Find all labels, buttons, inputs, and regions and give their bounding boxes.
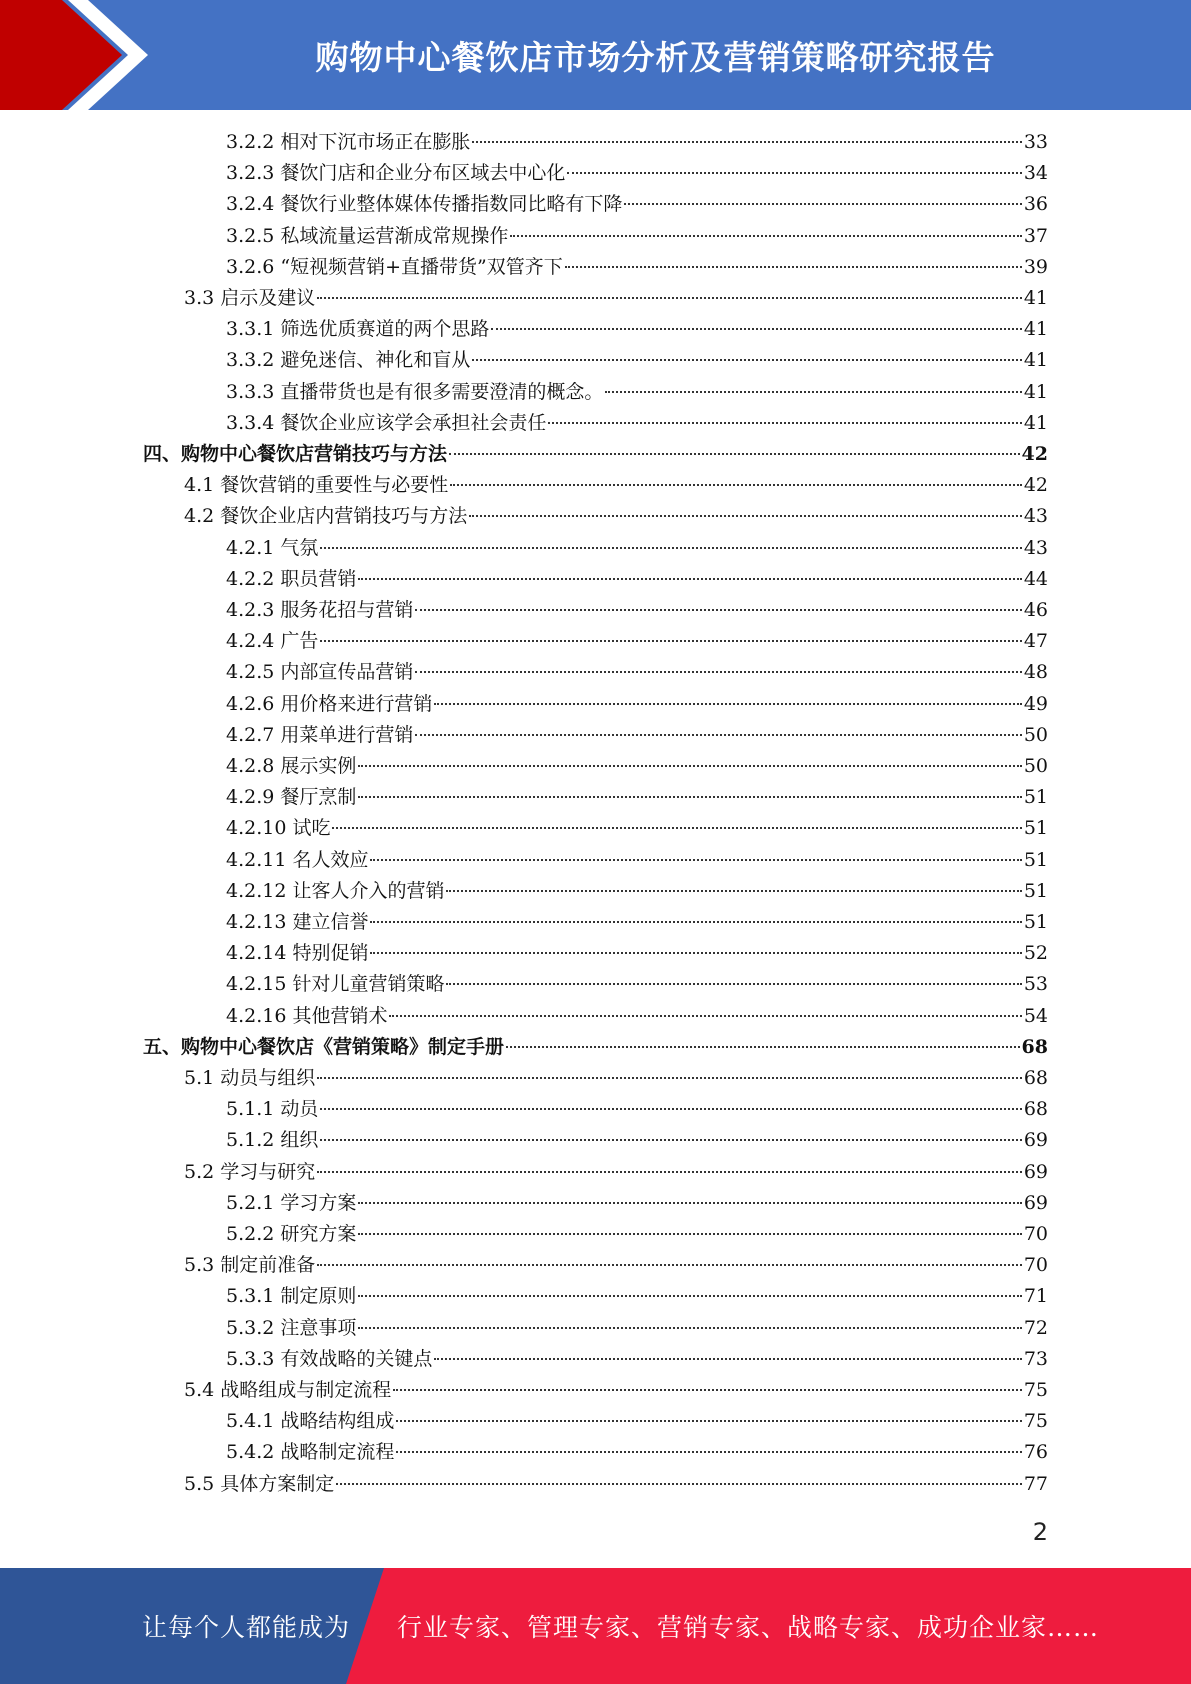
toc-entry-page: 51 [1023,848,1048,871]
toc-entry-title: 3.2.2 相对下沉市场正在膨胀 [226,131,471,153]
toc-entry[interactable] [226,845,1048,876]
toc-entry-page: 75 [1023,1379,1048,1401]
toc-dot-leader [449,453,1020,455]
toc-dot-leader [605,391,1021,393]
toc-dot-leader [396,1420,1021,1422]
toc-entry[interactable] [226,1001,1048,1032]
toc-entry-page: 41 [1023,349,1048,372]
toc-entry-title: 4.2.3 服务花招与营销 [226,599,414,621]
toc-entry[interactable] [226,1313,1048,1344]
toc-entry[interactable] [226,813,1048,844]
footer-slogan-right: 行业专家、管理专家、营销专家、战略专家、成功企业家…… [397,1613,1100,1642]
toc-dot-leader [370,952,1021,954]
toc-entry-title: 3.3.1 筛选优质赛道的两个思路 [226,318,490,341]
toc-entry-title: 5.4.1 战略结构组成 [226,1410,395,1433]
toc-dot-leader [434,1358,1021,1360]
toc-entry[interactable] [226,252,1048,283]
toc-dot-leader [358,578,1021,580]
toc-entry-title: 5.2.2 研究方案 [226,1223,357,1245]
toc-dot-leader [624,203,1021,205]
toc-entry-title: 4.2.9 餐厅烹制 [226,786,357,809]
toc-dot-leader [389,1015,1021,1017]
toc-entry-page: 33 [1023,131,1048,153]
toc-entry-title: 4.2.1 气氛 [226,536,319,559]
toc-entry[interactable] [226,657,1048,688]
toc-entry-page: 70 [1023,1254,1048,1277]
toc-dot-leader [358,1202,1021,1204]
toc-dot-leader [358,1233,1021,1235]
toc-entry[interactable] [143,1032,1048,1063]
toc-entry-page: 53 [1023,973,1048,996]
toc-entry[interactable] [226,127,1048,158]
toc-entry-page: 42 [1021,443,1048,465]
toc-entry-page: 50 [1023,723,1048,746]
toc-entry-page: 75 [1023,1410,1048,1433]
toc-entry-title: 3.3.4 餐饮企业应该学会承担社会责任 [226,411,547,434]
toc-entry[interactable] [226,1188,1048,1219]
toc-dot-leader [446,890,1021,892]
toc-entry-page: 46 [1023,599,1048,621]
toc-entry-title: 5.5 具体方案制定 [184,1472,335,1495]
toc-entry-title: 3.2.3 餐饮门店和企业分布区域去中心化 [226,162,566,185]
toc-entry[interactable] [226,1344,1048,1375]
toc-dot-leader [358,1295,1021,1297]
toc-entry-page: 73 [1023,1347,1048,1370]
toc-entry[interactable] [226,876,1048,907]
page-footer [0,1568,1191,1684]
toc-entry-title: 5.3.2 注意事项 [226,1316,357,1339]
toc-entry[interactable] [184,501,1048,532]
toc-entry-title: 3.2.4 餐饮行业整体媒体传播指数同比略有下降 [226,193,623,216]
toc-entry[interactable] [226,1406,1048,1437]
toc-dot-leader [317,1264,1022,1266]
toc-entry-page: 41 [1023,287,1048,309]
toc-dot-leader [317,1171,1022,1173]
toc-entry-page: 51 [1023,786,1048,809]
toc-entry[interactable] [184,1157,1048,1188]
toc-entry-title: 4.2.2 职员营销 [226,567,357,590]
toc-entry-title: 4.2.13 建立信誉 [226,911,369,933]
toc-entry-title: 5.1 动员与组织 [184,1067,316,1089]
toc-entry-title: 4.1 餐饮营销的重要性与必要性 [184,474,449,497]
toc-entry-page: 69 [1023,1191,1048,1214]
toc-dot-leader [450,484,1022,486]
toc-entry-page: 34 [1023,162,1048,185]
toc-entry[interactable] [226,189,1048,220]
toc-dot-leader [472,359,1021,361]
toc-dot-leader [510,235,1021,237]
toc-entry-page: 48 [1023,661,1048,684]
toc-dot-leader [317,1077,1022,1079]
toc-entry-page: 50 [1023,755,1048,777]
toc-entry[interactable] [226,1125,1048,1156]
toc-entry-title: 3.3.2 避免迷信、神化和盲从 [226,349,471,372]
toc-entry[interactable] [226,689,1048,720]
toc-entry-page: 39 [1023,255,1048,278]
toc-entry-page: 70 [1023,1223,1048,1245]
toc-dot-leader [415,734,1021,736]
header-chevron-decoration [0,0,160,110]
toc-entry[interactable] [226,938,1048,969]
toc-entry[interactable] [226,1437,1048,1468]
toc-entry-page: 76 [1023,1441,1048,1464]
toc-entry-page: 44 [1023,567,1048,590]
toc-entry-title: 4.2.11 名人效应 [226,848,369,871]
toc-dot-leader [434,703,1021,705]
toc-entry-page: 52 [1023,942,1048,965]
toc-dot-leader [548,422,1021,424]
toc-entry-page: 36 [1023,193,1048,216]
toc-entry-title: 5.3 制定前准备 [184,1254,316,1277]
toc-entry-page: 51 [1023,817,1048,840]
toc-entry[interactable] [226,782,1048,813]
toc-dot-leader [567,172,1021,174]
toc-entry-title: 4.2.12 让客人介入的营销 [226,879,445,902]
toc-entry-page: 71 [1023,1285,1048,1308]
document-title: 购物中心餐饮店市场分析及营销策略研究报告 [315,37,996,77]
toc-entry-page: 41 [1023,411,1048,434]
toc-dot-leader [358,765,1021,767]
toc-entry-page: 47 [1023,630,1048,653]
toc-entry-title: 五、购物中心餐饮店《营销策略》制定手册 [143,1035,505,1058]
toc-dot-leader [396,1451,1021,1453]
toc-entry-page: 68 [1021,1035,1048,1058]
toc-entry[interactable] [226,158,1048,189]
toc-entry-title: 5.4 战略组成与制定流程 [184,1379,392,1401]
toc-dot-leader [336,1483,1022,1485]
toc-dot-leader [370,921,1021,923]
toc-entry[interactable] [226,314,1048,345]
toc-dot-leader [472,141,1021,143]
toc-entry[interactable] [226,533,1048,564]
toc-entry-title: 5.2.1 学习方案 [226,1191,357,1214]
toc-entry[interactable] [226,408,1048,439]
toc-dot-leader [358,796,1021,798]
toc-entry[interactable] [184,470,1048,501]
toc-entry-page: 51 [1023,879,1048,902]
page-header [0,0,1191,110]
footer-slogan-left: 让每个人都能成为 [142,1613,351,1642]
toc-dot-leader [320,547,1021,549]
toc-entry-page: 72 [1023,1316,1048,1339]
toc-entry[interactable] [226,345,1048,376]
toc-dot-leader [320,1139,1021,1141]
toc-entry-title: 5.2 学习与研究 [184,1160,316,1183]
toc-entry-page: 68 [1023,1098,1048,1121]
toc-entry[interactable] [226,1281,1048,1312]
toc-entry-title: 5.1.1 动员 [226,1098,319,1121]
toc-entry-title: 4.2.16 其他营销术 [226,1004,388,1027]
toc-entry[interactable] [226,626,1048,657]
toc-entry[interactable] [226,564,1048,595]
toc-entry-title: 5.4.2 战略制定流程 [226,1441,395,1464]
toc-entry[interactable] [226,595,1048,626]
toc-entry-page: 37 [1023,224,1048,247]
toc-dot-leader [415,671,1021,673]
toc-entry[interactable] [184,1063,1048,1094]
toc-entry[interactable] [184,283,1048,314]
toc-entry-title: 3.2.5 私域流量运营渐成常规操作 [226,224,509,247]
toc-entry-title: 4.2.6 用价格来进行营销 [226,692,433,715]
toc-entry[interactable] [226,720,1048,751]
toc-entry[interactable] [226,1094,1048,1125]
toc-dot-leader [506,1046,1020,1048]
toc-entry-title: 5.3.1 制定原则 [226,1285,357,1308]
toc-dot-leader [446,983,1021,985]
toc-entry-title: 4.2.7 用菜单进行营销 [226,723,414,746]
toc-entry-page: 69 [1023,1129,1048,1152]
toc-dot-leader [393,1389,1022,1391]
toc-dot-leader [491,328,1021,330]
toc-dot-leader [332,827,1021,829]
toc-entry-page: 41 [1023,380,1048,403]
toc-entry-title: 4.2.14 特别促销 [226,942,369,965]
toc-entry-page: 41 [1023,318,1048,341]
toc-entry[interactable] [184,1250,1048,1281]
toc-entry[interactable] [143,439,1048,470]
toc-entry-title: 4.2.5 内部宣传品营销 [226,661,414,684]
toc-entry[interactable] [226,751,1048,782]
toc-entry-page: 43 [1023,536,1048,559]
toc-entry-page: 54 [1023,1004,1048,1027]
toc-entry[interactable] [184,1469,1048,1500]
toc-entry[interactable] [226,969,1048,1000]
toc-entry-title: 5.3.3 有效战略的关键点 [226,1347,433,1370]
toc-dot-leader [320,640,1021,642]
page-number: 2 [1032,1518,1048,1546]
toc-entry[interactable] [226,907,1048,938]
toc-entry-title: 4.2.10 试吃 [226,817,331,840]
toc-entry[interactable] [226,221,1048,252]
toc-entry[interactable] [226,1219,1048,1250]
toc-entry-page: 51 [1023,911,1048,933]
toc-entry-page: 43 [1023,505,1048,528]
toc-entry-title: 4.2.8 展示实例 [226,755,357,777]
toc-entry-page: 42 [1023,474,1048,497]
toc-entry-title: 3.3 启示及建议 [184,287,316,309]
toc-entry-title: 4.2.15 针对儿童营销策略 [226,973,445,996]
toc-dot-leader [469,515,1022,517]
toc-dot-leader [565,266,1022,268]
toc-entry-page: 69 [1023,1160,1048,1183]
toc-dot-leader [370,859,1021,861]
toc-entry-title: 3.2.6 “短视频营销+直播带货”双管齐下 [226,255,563,278]
toc-dot-leader [415,609,1021,611]
toc-entry-page: 68 [1023,1067,1048,1089]
toc-dot-leader [358,1327,1021,1329]
toc-entry-title: 3.3.3 直播带货也是有很多需要澄清的概念。 [226,380,604,403]
toc-entry-page: 49 [1023,692,1048,715]
toc-entry[interactable] [184,1375,1048,1406]
toc-dot-leader [320,1108,1021,1110]
toc-entry-title: 4.2 餐饮企业店内营销技巧与方法 [184,505,468,528]
toc-entry-page: 77 [1023,1472,1048,1495]
toc-entry-title: 四、购物中心餐饮店营销技巧与方法 [143,443,448,465]
toc-dot-leader [317,297,1022,299]
toc-entry[interactable] [226,377,1048,408]
toc-entry-title: 4.2.4 广告 [226,630,319,653]
toc-entry-title: 5.1.2 组织 [226,1129,319,1152]
